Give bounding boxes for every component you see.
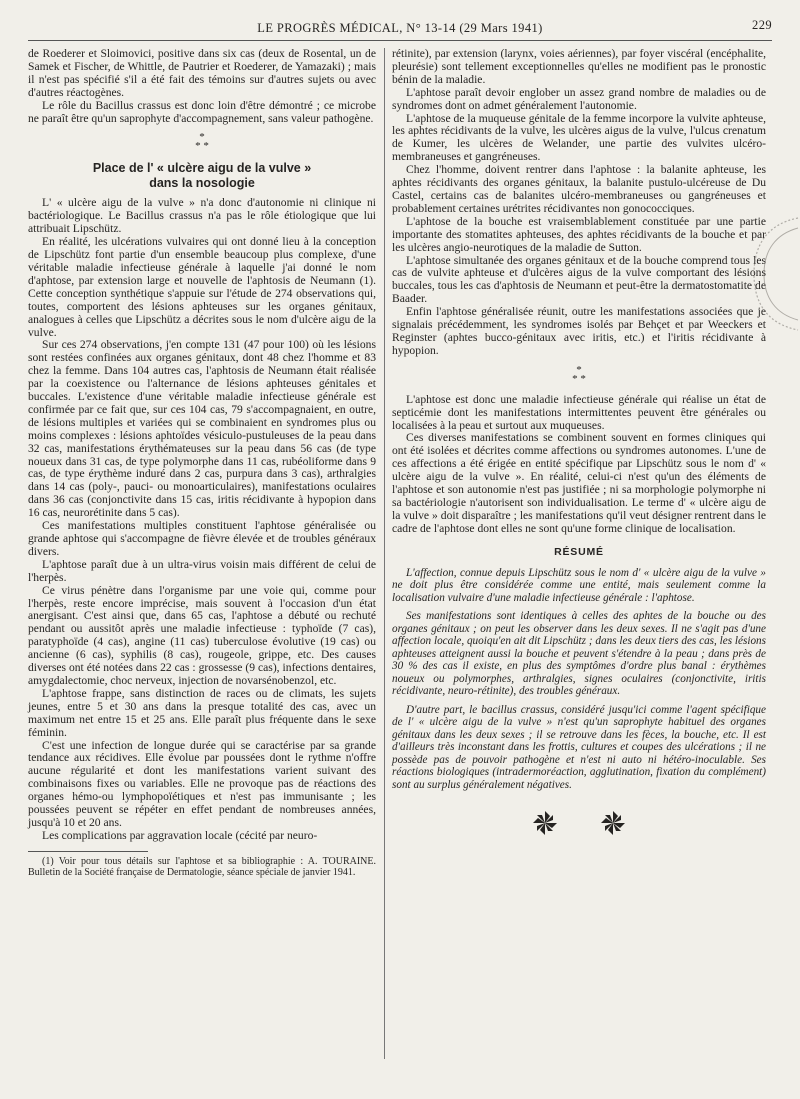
ornaments — [392, 809, 766, 837]
section-title-line2: dans la nosologie — [149, 176, 255, 191]
paragraph: Ces diverses manifestations se combinent souvent en formes cliniques qui ont été isolées et décrites comme affections ou syndromes autonomes. L'une de ces affections a été érigée en entité spécifique par Lipschütz sous le nom d' « ulcère aigu de la vulve ». En réalité, celui-ci n'est qu'un des éléments de l'aphtose et son autonomie n'est pas justifiée ; ni sa morphologie polymorphe ni sa bactériologie n'autorisent son individualisation. Le terme d' « ulcère aigu de la vulve » doit disparaître ; les manifestations qu'il veut désigner rentrent dans le cadre de l'aphtose dont elles ne sont qu'une forme clinique de localisation. — [392, 431, 766, 535]
paragraph: L'aphtose paraît devoir englober un assez grand nombre de maladies ou de syndromes dont on admet généralement l'autonomie. — [392, 85, 766, 112]
paragraph: L' « ulcère aigu de la vulve » n'a donc d'autonomie ni clinique ni bactériologique. Le Bacillus crassus n'a pas le rôle étiologique que lui attribuait Lipschütz. — [28, 196, 376, 236]
paragraph: Enfin l'aphtose généralisée réunit, outre les manifestations associées que je signalais précédemment, les syndromes isolés par Behçet et par Weeckers et Reginster (aphtes bucco-génitaux avec iritis, etc.) et l'iritis récidivante à hypopion. — [392, 305, 766, 357]
right-column — [392, 48, 766, 837]
pinwheel-ornament-icon — [599, 809, 627, 837]
resume-title: RÉSUMÉ — [554, 545, 604, 558]
paragraph: L'aphtose de la bouche est vraisemblablement constituée par une partie importante des stomatites aphteuses, des aphtes récidivants de la bouche et par les ulcères angio-neurotiques de la maladie de Sutton. — [392, 214, 766, 254]
page-number: 229 — [752, 18, 772, 32]
paragraph: L'aphtose simultanée des organes génitaux et de la bouche comprend tous les cas de vulvite aphteuse et d'ulcères aigus de la vulve comportant des lésions buccales, tous les cas d'aphtosis de Neumann et peut-être la dermatostomatite de Baader. — [392, 253, 766, 306]
column-separator — [384, 48, 385, 1059]
section-title — [28, 161, 376, 191]
running-title: LE PROGRÈS MÉDICAL, N° 13-14 (29 Mars 1941) — [257, 20, 543, 35]
section-title-line1: Place de l' « ulcère aigu de la vulve » — [92, 161, 312, 176]
paragraph: En réalité, les ulcérations vulvaires qui ont donné lieu à la conception de Lipschütz font partie d'un ensemble beaucoup plus complexe, d'une véritable maladie infectieuse générale à laquelle j'ai donné le nom d'aphtose, par extension large et nouvelle de l'aphtosis de Neumann (1). Cette conception synthétique s'appuie sur l'étude de 274 observations qui, toutes, comportent des lésions aphteuses sur les organes génitaux, analogues à celles que Lipschütz a décrites sous le nom d'ulcère aigu de la vulve. — [28, 235, 376, 339]
resume-paragraph: L'affection, connue depuis Lipschütz sous le nom d' « ulcère aigu de la vulve » ne doit plus être considérée comme une entité, mais seulement comme la localisation vulvaire d'une maladie infectieuse générale : l'aphtose. — [392, 566, 766, 604]
left-column — [28, 48, 376, 879]
section-stars: * * * — [195, 131, 209, 153]
footnote-rule — [28, 851, 148, 852]
paragraph: L'aphtose frappe, sans distinction de races ou de climats, les sujets jeunes, entre 5 et 30 ans dans la presque totalité des cas, avec un maximum net entre 15 et 25 ans. Elle paraît plus fréquente dans le sexe féminin. — [28, 686, 376, 739]
paragraph: Chez l'homme, doivent rentrer dans l'aphtose : la balanite aphteuse, les aphtes récidivants des organes génitaux, la balanite pustulo-ulcéreuse de Du Castel, certains cas de balanites ulcéro-membraneuses ou gangréneuses et probablement certaines urétrites récidivantes non gonococciques. — [392, 163, 766, 215]
paragraph: Ces manifestations multiples constituent l'aphtose généralisée ou grande aphtose qui s'accompagne de fièvre élevée et de troubles généraux divers. — [28, 519, 376, 558]
paragraph: Sur ces 274 observations, j'en compte 131 (47 pour 100) où les lésions sont restées confinées aux organes génitaux, dont 48 chez l'homme et 83 chez la femme. Dans 104 autres cas, l'aphtosis de Neumann était réalisée par la coexistence ou l'alternance de lésions aphteuses génitales et buccales. L'existence d'une véritable maladie infectieuse générale est confirmée par ce fait que, sur ces 104 cas, 79 s'accompagnaient, en outre, de lésions multiples et variées qui se combinaient en syndromes plus ou moins complexes : lésions aphtoïdes vésiculo-pustuleuses de la peau dans 32 cas, manifestations érythémateuses sur la peau dans 56 cas (de type noueux dans 31 cas, de type polymorphe dans 11 cas, rubéoliforme dans 9 cas, de type érythème induré dans 2 cas, purpura dans 3 cas), arthralgies dans 14 cas (poly-, pauci- ou monoarticulaires), manifestations oculaires dans 36 cas (conjonctivite dans 15 cas, iritis récidivante à hypopion dans 16 cas, neurorétinite dans 5 cas). — [28, 338, 376, 520]
footnote: (1) Voir pour tous détails sur l'aphtose et sa bibliographie : A. TOURAINE. Bulletin de la Société française de Dermatologie, séance spéciale de janvier 1941. — [28, 855, 376, 879]
paragraph: rétinite), par extension (larynx, voies aériennes), par foyer viscéral (encéphalite, pleurésie) sont tellement exceptionnelles qu'elles ne modifient pas le pronostic bénin de la maladie. — [392, 47, 766, 86]
resume-paragraph: Ses manifestations sont identiques à celles des aphtes de la bouche ou des organes génitaux ; on peut les observer dans les deux sexes. Il ne s'agit pas d'une affection locale, quoiqu'en ait dit Lipschütz ; dans les deux tiers des cas, les lésions aphteuses atteignent aussi la bouche et peuvent s'étendre à la peau ; dans près de 30 % des cas il existe, en plus des symptômes d'ordre plus banal : érythèmes noueux ou polymorphes, arthralgies, signes oculaires (conjonctivite, iritis récidivante, neuro-rétinite), des troubles généraux. — [392, 610, 766, 698]
paragraph: L'aphtose de la muqueuse génitale de la femme incorpore la vulvite aphteuse, les aphtes récidivants de la vulve, les ulcères aigus de la vulve, l'ulcus crenatum de Kumer, les ulcères de Welander, une partie des vulvites ulcéro-membraneuses et gangréneuses. — [392, 111, 766, 164]
paragraph: L'aphtose paraît due à un ultra-virus voisin mais différent de celui de l'herpès. — [28, 557, 376, 584]
paragraph: Ce virus pénètre dans l'organisme par une voie qui, comme pour l'herpès, reste encore imprécise, mais souvent à l'occasion d'un état anergisant. C'est ainsi que, dans 65 cas, l'aphtose a débuté ou rechuté pendant ou aussitôt après une maladie infectieuse : typhoïde (7 cas), paratyphoïde (4 cas), angine (11 cas) tuberculose évolutive (19 cas) ou ancienne (6 cas), syphilis (8 cas), rougeole, grippe, etc. Des causes diverses ont été notées dans 22 cas : grossesse (9 cas), infections dentaires, amygdalectomie, choc nerveux, injection de novarsénobenzol, etc. — [28, 583, 376, 687]
section-stars: * * * — [572, 363, 586, 385]
resume-paragraph: D'autre part, le bacillus crassus, considéré jusqu'ici comme l'agent spécifique de l' « ulcère aigu de la vulve » n'est qu'un saprophyte habituel des organes génitaux dans les deux sexes ; il se retrouve dans les fèces, la bouche, etc. Il est d'ailleurs très inconstant dans les frottis, cultures et coupes des ulcérations ; il ne possède pas de pouvoir pathogène et n'est ni auto ni hétéro-inoculable. Ses réactions biologiques (intradermoréaction, agglutination, fixation du complément) sont au surplus généralement négatives. — [392, 703, 766, 791]
library-stamp-icon — [748, 214, 800, 334]
header-rule — [28, 40, 772, 41]
resume — [392, 567, 766, 792]
paragraph: Les complications par aggravation locale (cécité par neuro- — [42, 828, 318, 842]
paragraph: L'aphtose est donc une maladie infectieuse générale qui réalise un état de septicémie dont les manifestations intermittentes peuvent être générales ou localisées à la peau et surtout aux muqueuses. — [392, 392, 766, 432]
paragraph: de Roederer et Sloimovici, positive dans six cas (deux de Rosental, un de Samek et Fischer, de Whittle, de Pautrier et Roederer, de Yamazaki) ; mais il n'est pas spécifié s'il a été fait des témoins sur d'autres sujets ou avec d'autres réactogènes. — [28, 47, 376, 99]
pinwheel-ornament-icon — [531, 809, 559, 837]
paragraph: Le rôle du Bacillus crassus est donc loin d'être démontré ; ce microbe ne paraît être qu'un saprophyte d'accompagnement, sans valeur pathogène. — [28, 98, 376, 125]
running-header — [28, 18, 772, 38]
paragraph: C'est une infection de longue durée qui se caractérise par sa grande tendance aux récidives. Elle évolue par poussées dont le rythme n'offre aucune régularité et dont les manifestations varient suivant des combinaisons fixes ou variables. Elle ne provoque pas de réactions des organes hémo-ou lymphopoïétiques et n'est pas immunisante ; les poussées peuvent se répéter en effet pendant de nombreuses années, jusqu'à 10 et 20 ans. — [28, 738, 376, 829]
